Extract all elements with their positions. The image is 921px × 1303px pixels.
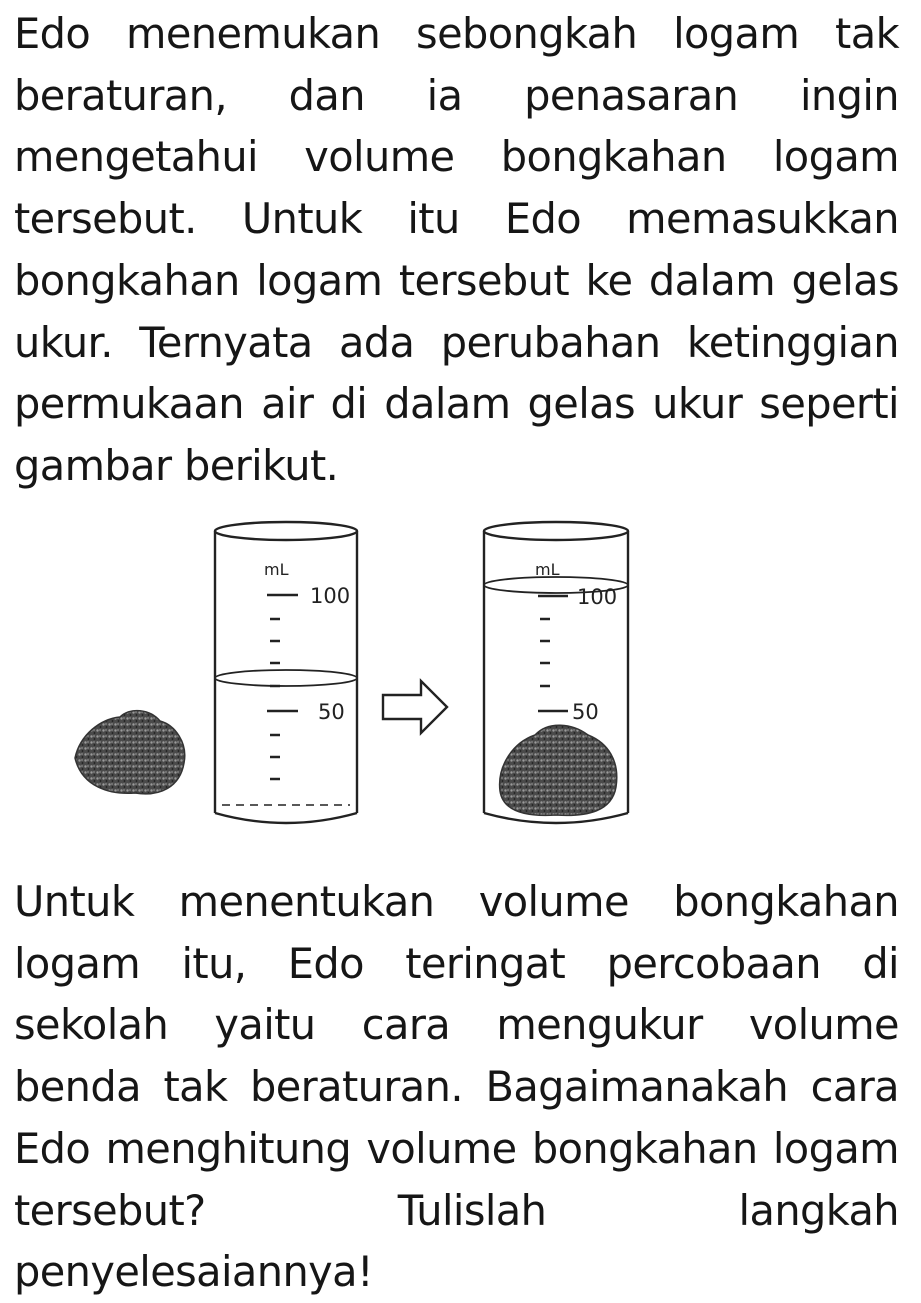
- unit-label-after: mL: [535, 560, 560, 579]
- cylinder-after: [484, 522, 628, 823]
- mark-50-after: 50: [572, 700, 599, 724]
- mark-100-before: 100: [310, 584, 351, 608]
- unit-label-before: mL: [264, 560, 289, 579]
- metal-rock-icon: [75, 711, 185, 794]
- measuring-cylinder-figure: [0, 495, 921, 845]
- cylinder-before: [215, 522, 357, 823]
- mark-100-after: 100: [577, 585, 618, 609]
- mark-50-before: 50: [318, 700, 345, 724]
- metal-rock-in-cylinder-icon: [500, 725, 617, 815]
- problem-intro-text: Edo menemukan sebongkah logam tak beraturan, dan ia penasaran ingin mengetahui volume bongkahan logam tersebut. Untuk itu Edo memasukkan bongkahan logam tersebut ke dalam gelas ukur. Ternyata ada perubahan ketinggian permukaan air di dalam gelas ukur seperti gambar berikut.: [14, 9, 899, 490]
- problem-question-text: Untuk menentukan volume bongkahan logam itu, Edo teringat percobaan di sekolah yaitu cara mengukur volume benda tak beraturan. Bagaimanakah cara Edo menghitung volume bongkahan logam tersebut? Tulislah langkah penyelesaiannya!: [14, 877, 899, 1297]
- right-arrow-icon: [383, 681, 447, 733]
